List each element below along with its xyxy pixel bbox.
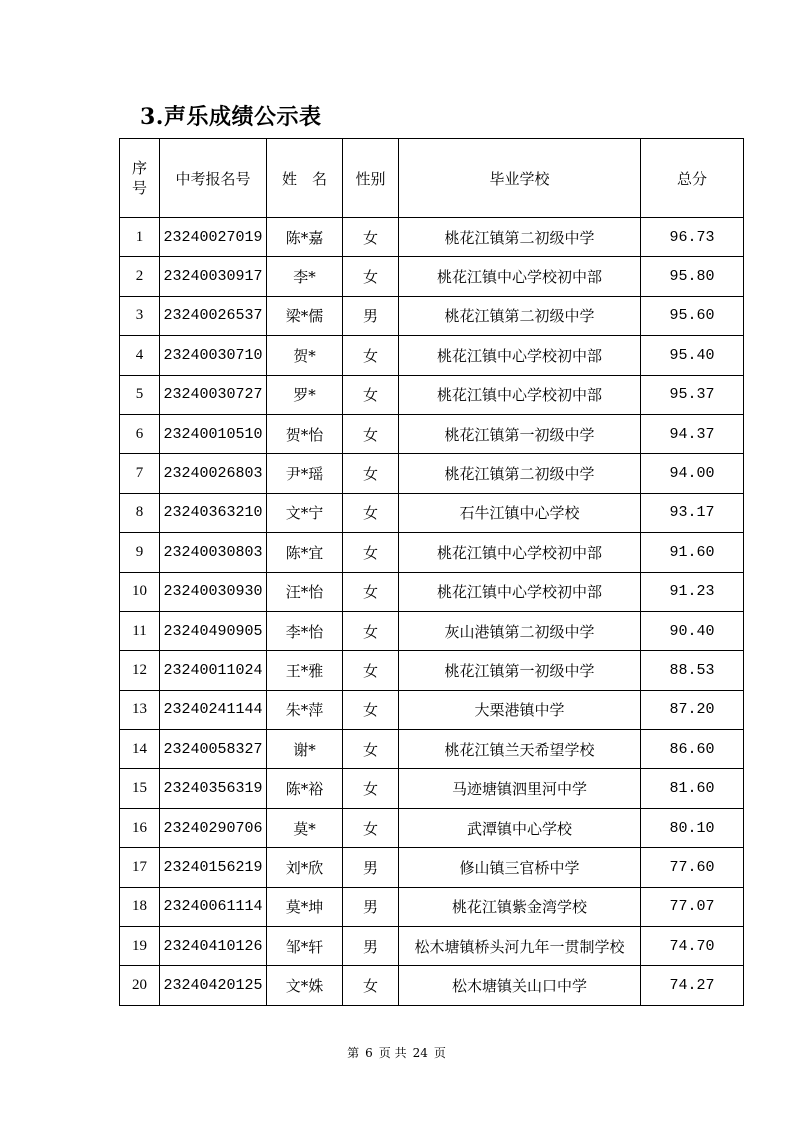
cell-name: 李* bbox=[267, 257, 343, 296]
cell-school: 桃花江镇第二初级中学 bbox=[399, 296, 641, 335]
cell-name: 李*怡 bbox=[267, 611, 343, 650]
cell-total: 77.07 bbox=[641, 887, 744, 926]
table-row bbox=[120, 769, 744, 808]
cell-school: 桃花江镇中心学校初中部 bbox=[399, 336, 641, 375]
table-row bbox=[120, 533, 744, 572]
cell-name: 陈*嘉 bbox=[267, 218, 343, 257]
footer-suffix: 页 bbox=[433, 1046, 446, 1060]
cell-exam-no: 23240241144 bbox=[160, 690, 267, 729]
cell-school: 松木塘镇桥头河九年一贯制学校 bbox=[399, 927, 641, 966]
cell-name: 文*姝 bbox=[267, 966, 343, 1005]
table-row bbox=[120, 651, 744, 690]
cell-seq: 6 bbox=[120, 414, 160, 453]
cell-seq: 18 bbox=[120, 887, 160, 926]
cell-seq: 17 bbox=[120, 848, 160, 887]
cell-gender: 女 bbox=[343, 572, 399, 611]
cell-seq: 10 bbox=[120, 572, 160, 611]
cell-school: 马迹塘镇泗里河中学 bbox=[399, 769, 641, 808]
cell-exam-no: 23240027019 bbox=[160, 218, 267, 257]
score-table bbox=[119, 138, 744, 1006]
cell-school: 桃花江镇第一初级中学 bbox=[399, 414, 641, 453]
footer-prefix: 第 bbox=[347, 1046, 360, 1060]
cell-total: 91.23 bbox=[641, 572, 744, 611]
cell-gender: 女 bbox=[343, 493, 399, 532]
cell-total: 81.60 bbox=[641, 769, 744, 808]
cell-total: 93.17 bbox=[641, 493, 744, 532]
footer-mid: 页 共 bbox=[378, 1046, 407, 1060]
header-exam-no: 中考报名号 bbox=[160, 139, 267, 218]
footer-current-page: 6 bbox=[365, 1046, 373, 1060]
cell-name: 莫*坤 bbox=[267, 887, 343, 926]
cell-exam-no: 23240061114 bbox=[160, 887, 267, 926]
cell-name: 陈*宜 bbox=[267, 533, 343, 572]
cell-gender: 女 bbox=[343, 769, 399, 808]
cell-seq: 8 bbox=[120, 493, 160, 532]
cell-seq: 3 bbox=[120, 296, 160, 335]
cell-gender: 男 bbox=[343, 887, 399, 926]
cell-school: 桃花江镇中心学校初中部 bbox=[399, 375, 641, 414]
cell-school: 桃花江镇中心学校初中部 bbox=[399, 572, 641, 611]
cell-gender: 女 bbox=[343, 218, 399, 257]
cell-name: 陈*裕 bbox=[267, 769, 343, 808]
cell-seq: 2 bbox=[120, 257, 160, 296]
cell-school: 武潭镇中心学校 bbox=[399, 808, 641, 847]
cell-gender: 女 bbox=[343, 414, 399, 453]
cell-exam-no: 23240410126 bbox=[160, 927, 267, 966]
cell-school: 灰山港镇第二初级中学 bbox=[399, 611, 641, 650]
cell-total: 96.73 bbox=[641, 218, 744, 257]
table-row bbox=[120, 336, 744, 375]
cell-school: 桃花江镇紫金湾学校 bbox=[399, 887, 641, 926]
header-school: 毕业学校 bbox=[399, 139, 641, 218]
cell-name: 尹*瑶 bbox=[267, 454, 343, 493]
cell-exam-no: 23240030727 bbox=[160, 375, 267, 414]
cell-total: 80.10 bbox=[641, 808, 744, 847]
cell-gender: 女 bbox=[343, 611, 399, 650]
cell-seq: 16 bbox=[120, 808, 160, 847]
cell-gender: 女 bbox=[343, 257, 399, 296]
cell-seq: 1 bbox=[120, 218, 160, 257]
header-seq bbox=[120, 139, 160, 218]
cell-gender: 男 bbox=[343, 848, 399, 887]
cell-seq: 4 bbox=[120, 336, 160, 375]
cell-total: 87.20 bbox=[641, 690, 744, 729]
cell-name: 刘*欣 bbox=[267, 848, 343, 887]
cell-gender: 女 bbox=[343, 730, 399, 769]
cell-exam-no: 23240030917 bbox=[160, 257, 267, 296]
cell-school: 修山镇三官桥中学 bbox=[399, 848, 641, 887]
cell-total: 74.27 bbox=[641, 966, 744, 1005]
table-row bbox=[120, 730, 744, 769]
cell-gender: 女 bbox=[343, 454, 399, 493]
cell-name: 朱*萍 bbox=[267, 690, 343, 729]
cell-name: 文*宁 bbox=[267, 493, 343, 532]
cell-name: 罗* bbox=[267, 375, 343, 414]
cell-total: 95.80 bbox=[641, 257, 744, 296]
table-row bbox=[120, 848, 744, 887]
cell-seq: 14 bbox=[120, 730, 160, 769]
cell-name: 汪*怡 bbox=[267, 572, 343, 611]
cell-school: 桃花江镇第一初级中学 bbox=[399, 651, 641, 690]
cell-name: 梁*儒 bbox=[267, 296, 343, 335]
table-row bbox=[120, 927, 744, 966]
cell-exam-no: 23240290706 bbox=[160, 808, 267, 847]
cell-school: 松木塘镇关山口中学 bbox=[399, 966, 641, 1005]
cell-seq: 19 bbox=[120, 927, 160, 966]
cell-gender: 女 bbox=[343, 651, 399, 690]
cell-name: 王*雅 bbox=[267, 651, 343, 690]
cell-exam-no: 23240490905 bbox=[160, 611, 267, 650]
cell-school: 石牛江镇中心学校 bbox=[399, 493, 641, 532]
cell-exam-no: 23240010510 bbox=[160, 414, 267, 453]
cell-exam-no: 23240026537 bbox=[160, 296, 267, 335]
cell-exam-no: 23240420125 bbox=[160, 966, 267, 1005]
cell-school: 桃花江镇中心学校初中部 bbox=[399, 257, 641, 296]
table-row bbox=[120, 966, 744, 1005]
cell-seq: 11 bbox=[120, 611, 160, 650]
cell-gender: 女 bbox=[343, 808, 399, 847]
cell-exam-no: 23240011024 bbox=[160, 651, 267, 690]
page-footer bbox=[0, 1044, 793, 1061]
cell-school: 桃花江镇兰天希望学校 bbox=[399, 730, 641, 769]
table-body bbox=[120, 218, 744, 1006]
cell-seq: 12 bbox=[120, 651, 160, 690]
cell-exam-no: 23240030710 bbox=[160, 336, 267, 375]
header-seq-line1: 序 bbox=[131, 159, 147, 177]
cell-gender: 男 bbox=[343, 927, 399, 966]
table-row bbox=[120, 493, 744, 532]
cell-exam-no: 23240026803 bbox=[160, 454, 267, 493]
cell-total: 95.60 bbox=[641, 296, 744, 335]
header-seq-line2: 号 bbox=[131, 179, 147, 197]
cell-total: 88.53 bbox=[641, 651, 744, 690]
cell-total: 94.00 bbox=[641, 454, 744, 493]
cell-total: 86.60 bbox=[641, 730, 744, 769]
cell-exam-no: 23240356319 bbox=[160, 769, 267, 808]
cell-exam-no: 23240156219 bbox=[160, 848, 267, 887]
cell-seq: 20 bbox=[120, 966, 160, 1005]
cell-total: 90.40 bbox=[641, 611, 744, 650]
table-row bbox=[120, 887, 744, 926]
header-name: 姓 名 bbox=[267, 139, 343, 218]
cell-name: 贺* bbox=[267, 336, 343, 375]
cell-school: 桃花江镇第二初级中学 bbox=[399, 218, 641, 257]
table-row bbox=[120, 572, 744, 611]
cell-seq: 5 bbox=[120, 375, 160, 414]
cell-gender: 男 bbox=[343, 296, 399, 335]
cell-total: 91.60 bbox=[641, 533, 744, 572]
table-row bbox=[120, 218, 744, 257]
cell-total: 95.40 bbox=[641, 336, 744, 375]
table-row bbox=[120, 454, 744, 493]
table-row bbox=[120, 375, 744, 414]
cell-gender: 女 bbox=[343, 533, 399, 572]
cell-name: 谢* bbox=[267, 730, 343, 769]
cell-gender: 女 bbox=[343, 375, 399, 414]
table-row bbox=[120, 414, 744, 453]
cell-school: 大栗港镇中学 bbox=[399, 690, 641, 729]
cell-gender: 女 bbox=[343, 690, 399, 729]
cell-seq: 7 bbox=[120, 454, 160, 493]
cell-exam-no: 23240030803 bbox=[160, 533, 267, 572]
table-header-row bbox=[120, 139, 744, 218]
cell-total: 94.37 bbox=[641, 414, 744, 453]
cell-exam-no: 23240030930 bbox=[160, 572, 267, 611]
cell-seq: 13 bbox=[120, 690, 160, 729]
cell-total: 74.70 bbox=[641, 927, 744, 966]
table-row bbox=[120, 808, 744, 847]
cell-total: 95.37 bbox=[641, 375, 744, 414]
header-total: 总分 bbox=[641, 139, 744, 218]
cell-name: 莫* bbox=[267, 808, 343, 847]
cell-seq: 9 bbox=[120, 533, 160, 572]
table-row bbox=[120, 296, 744, 335]
cell-gender: 女 bbox=[343, 336, 399, 375]
cell-seq: 15 bbox=[120, 769, 160, 808]
table-row bbox=[120, 257, 744, 296]
table-row bbox=[120, 611, 744, 650]
footer-total-pages: 24 bbox=[412, 1046, 428, 1060]
page-title: 3.声乐成绩公示表 bbox=[140, 104, 322, 130]
cell-name: 贺*怡 bbox=[267, 414, 343, 453]
cell-total: 77.60 bbox=[641, 848, 744, 887]
cell-exam-no: 23240363210 bbox=[160, 493, 267, 532]
cell-gender: 女 bbox=[343, 966, 399, 1005]
cell-school: 桃花江镇中心学校初中部 bbox=[399, 533, 641, 572]
cell-school: 桃花江镇第二初级中学 bbox=[399, 454, 641, 493]
cell-exam-no: 23240058327 bbox=[160, 730, 267, 769]
header-gender: 性别 bbox=[343, 139, 399, 218]
table-row bbox=[120, 690, 744, 729]
cell-name: 邹*轩 bbox=[267, 927, 343, 966]
